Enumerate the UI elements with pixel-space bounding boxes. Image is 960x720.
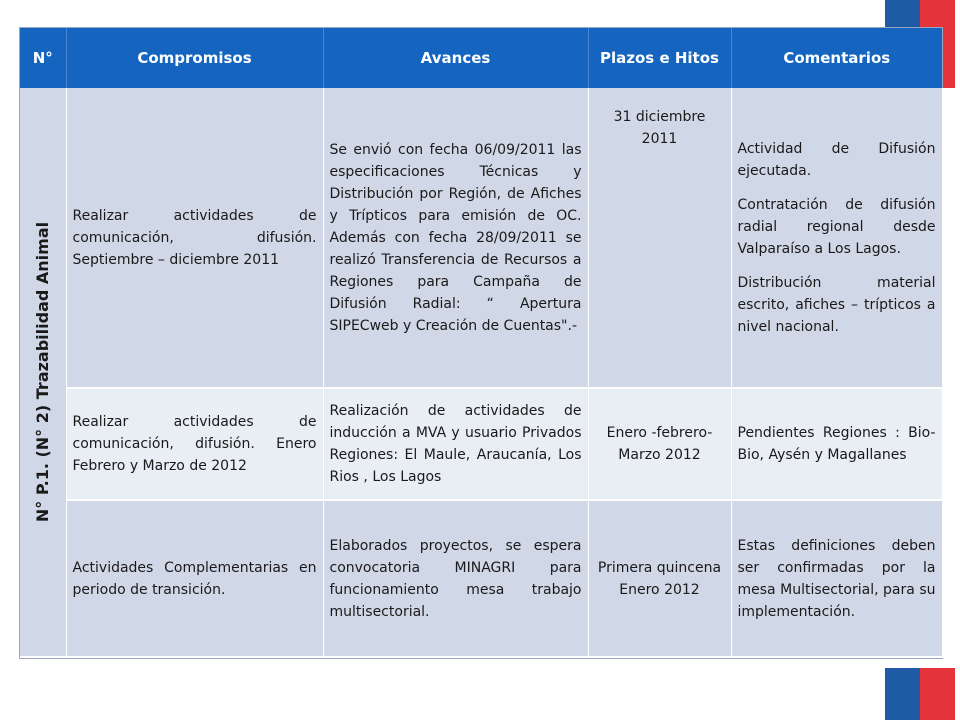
comentarios-cell xyxy=(731,500,942,657)
comment-line: Distribución material escrito, afiches – trípticos a nivel nacional. xyxy=(737,274,936,335)
comment-line: Actividad de Difusión ejecutada. xyxy=(737,140,936,179)
avances-cell: Realización de actividades de inducción a MVA y usuario Privados Regiones: El Maule, Araucanía, Los Rios , Los Lagos xyxy=(323,388,588,500)
comentarios-cell xyxy=(731,388,942,500)
header-row xyxy=(20,28,942,88)
header-number: N° xyxy=(20,28,66,88)
plazos-cell: Enero -febrero- Marzo 2012 xyxy=(588,388,731,500)
flag-blue-stripe xyxy=(885,668,920,720)
comment-line: Pendientes Regiones : Bio-Bio, Aysén y Magallanes xyxy=(737,425,936,463)
row-label: N° P.1. (N° 2) Trazabilidad Animal xyxy=(32,221,52,523)
commitments-table xyxy=(19,27,943,659)
table-row xyxy=(20,388,942,500)
flag-decoration-bottom xyxy=(885,668,955,720)
header-compromisos: Compromisos xyxy=(66,28,323,88)
header-plazos: Plazos e Hitos xyxy=(588,28,731,88)
comment-line: Contratación de difusión radial regional desde Valparaíso a Los Lagos. xyxy=(737,196,936,257)
comentarios-cell xyxy=(731,88,942,388)
compromisos-cell: Realizar actividades de comunicación, difusión. Septiembre – diciembre 2011 xyxy=(66,88,323,388)
plazos-cell: Primera quincena Enero 2012 xyxy=(588,500,731,657)
header-avances: Avances xyxy=(323,28,588,88)
table-row xyxy=(20,88,942,388)
avances-cell: Elaborados proyectos, se espera convocatoria MINAGRI para funcionamiento mesa trabajo multisectorial. xyxy=(323,500,588,657)
comment-line: Estas definiciones deben ser confirmadas por la mesa Multisectorial, para su implementación. xyxy=(737,537,936,620)
header-comentarios: Comentarios xyxy=(731,28,942,88)
avances-cell: Se envió con fecha 06/09/2011 las especificaciones Técnicas y Distribución por Región, de Afiches y Trípticos para emisión de OC. Además con fecha 28/09/2011 se realizó Transferencia de Recursos a Regiones para Campaña de Difusión Radial: “ Apertura SIPECweb y Creación de Cuentas".- xyxy=(323,88,588,388)
flag-red-stripe xyxy=(920,668,955,720)
row-label-cell xyxy=(20,88,66,657)
compromisos-cell: Actividades Complementarias en periodo de transición. xyxy=(66,500,323,657)
table-row xyxy=(20,500,942,657)
plazos-cell: 31 diciembre 2011 xyxy=(588,88,731,388)
compromisos-cell: Realizar actividades de comunicación, difusión. Enero Febrero y Marzo de 2012 xyxy=(66,388,323,500)
